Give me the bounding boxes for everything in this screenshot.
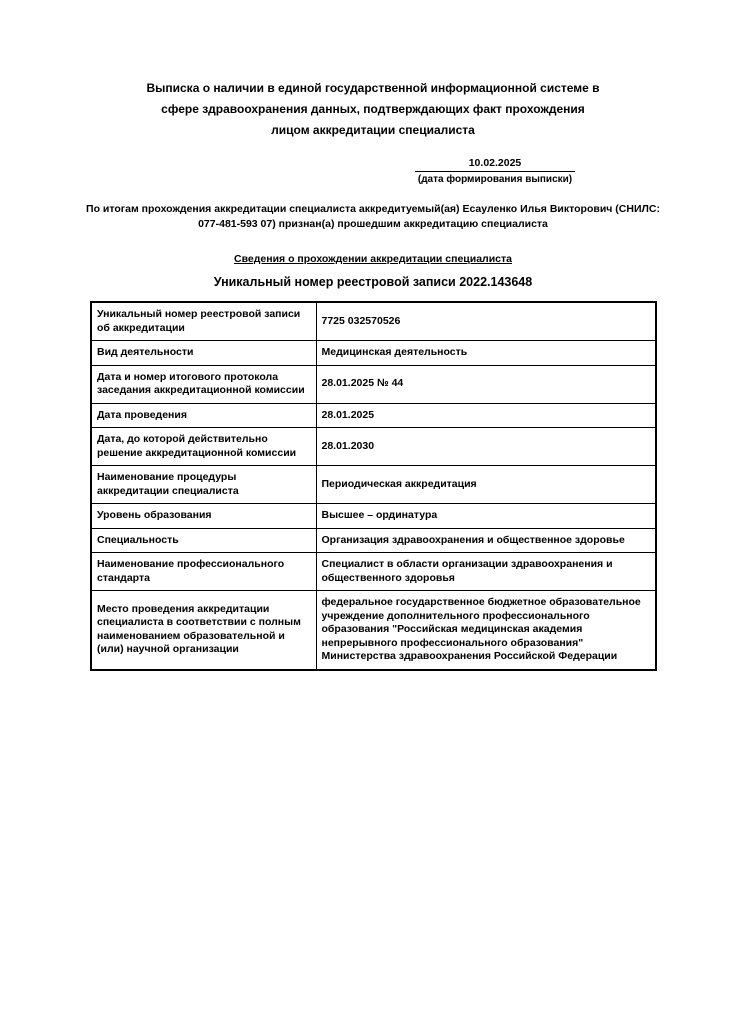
row-label: Специальность [91,528,316,553]
record-number-heading: Уникальный номер реестровой записи 2022.143648 [213,275,533,289]
row-label: Наименование профессионального стандарта [91,553,316,591]
row-label: Дата, до которой действительно решение аккредитационной комиссии [91,428,316,466]
table-row [91,365,656,403]
table-row [91,553,656,591]
document-title: Выписка о наличии в единой государственной информационной системе в сфере здравоохранения данных, подтверждающих факт прохождения лицом аккредитации специалиста [146,81,600,137]
table-row [91,403,656,428]
row-value: 28.01.2030 [316,428,656,466]
table-row [91,466,656,504]
row-value: Организация здравоохранения и общественное здоровье [316,528,656,553]
intro-paragraph: По итогам прохождения аккредитации специалиста аккредитуемый(ая) Есауленко Илья Викторович (СНИЛС: 077-481-593 07) признан(а) прошедшим аккредитацию специалиста [86,203,660,230]
row-value: 28.01.2025 № 44 [316,365,656,403]
row-label: Вид деятельности [91,341,316,366]
table-row [91,341,656,366]
row-value: федеральное государственное бюджетное образовательное учреждение дополнительного профессионального образования "Российская медицинская академия непрерывного профессионального образования" Министерства здравоохранения Российской Федерации [316,591,656,670]
table-row [91,302,656,341]
table-row [91,504,656,529]
formation-date: 10.02.2025 [415,157,575,172]
row-value: 28.01.2025 [316,403,656,428]
row-label: Дата проведения [91,403,316,428]
table-row [91,528,656,553]
row-value: Специалист в области организации здравоохранения и общественного здоровья [316,553,656,591]
row-value: Периодическая аккредитация [316,466,656,504]
row-value: Высшее – ординатура [316,504,656,529]
section-heading: Сведения о прохождении аккредитации специалиста [234,253,512,265]
formation-date-block [415,157,575,185]
accreditation-table [90,301,657,671]
formation-date-caption: (дата формирования выписки) [417,174,573,185]
row-label: Место проведения аккредитации специалиста в соответствии с полным наименованием образовательной и (или) научной организации [91,591,316,670]
row-value: Медицинская деятельность [316,341,656,366]
row-value: 7725 032570526 [316,302,656,341]
table-row [91,591,656,670]
row-label: Дата и номер итогового протокола заседания аккредитационной комиссии [91,365,316,403]
row-label: Уровень образования [91,504,316,529]
table-row [91,428,656,466]
row-label: Уникальный номер реестровой записи об аккредитации [91,302,316,341]
row-label: Наименование процедуры аккредитации специалиста [91,466,316,504]
